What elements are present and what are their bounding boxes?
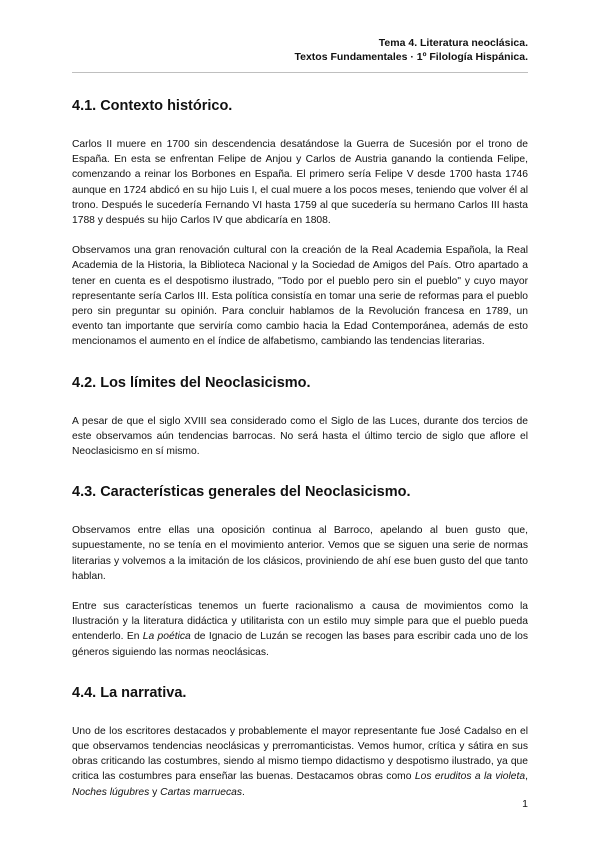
paragraph: Observamos una gran renovación cultural con la creación de la Real Academia Española, la Real Academia de la Historia, la Biblioteca Nacional y la Sociedad de Amigos del País. Otro apartado a tener en cuenta es el despotismo ilustrado, "Todo por el pueblo pero sin el pueblo" y cuyo mayor representante sería Carlos III. Esta política consistía en tomar una serie de reformas para el pueblo pero sin preguntar su opinión. Para concluir hablamos de la Revolución francesa en 1789, un evento tan importante que serviría como cambio hacia la Edad Contemporánea, además de esto mencionamos el aumento en el índice de alfabetismo, cambiando las tendencias literarias.: [72, 245, 528, 348]
section-heading: 4.2. Los límites del Neoclasicismo.: [72, 374, 311, 391]
header-topic: Tema 4. Literatura neoclásica.: [378, 37, 528, 49]
work-title: Cartas marruecas: [160, 786, 242, 798]
section-heading: 4.4. La narrativa.: [72, 684, 187, 701]
text-run: .: [241, 786, 245, 798]
paragraph: [72, 724, 528, 800]
text-run: Entre sus características tenemos un fuerte racionalismo a causa de movimientos como la Ilustración y la literatura didáctica y utilitarista con un estilo muy simple para que el pueblo pueda entenderlo. En: [72, 601, 528, 643]
work-title: Los eruditos a la violeta: [414, 771, 526, 783]
paragraph: A pesar de que el siglo XVIII sea considerado como el Siglo de las Luces, durante dos tercios de este observamos aún tendencias barrocas. No será hasta el último tercio de siglo que aflore el Neoclasicismo en sí mismo.: [72, 415, 528, 458]
section-limites-neoclasicismo: [72, 374, 528, 460]
paragraph: [72, 599, 528, 660]
section-heading: 4.3. Características generales del Neoclasicismo.: [72, 484, 411, 501]
section-heading: 4.1. Contexto histórico.: [72, 98, 233, 114]
paragraph: Observamos entre ellas una oposición continua al Barroco, apelando al buen gusto que, supuestamente, no se tenía en el movimiento anterior. Vemos que se siguen una serie de normas literarias y volvemos a la imitación de los clásicos, proviniendo de ahí ese buen gusto del que tanto hablan.: [72, 525, 528, 582]
work-title: La poética: [142, 631, 191, 643]
running-header: [294, 36, 528, 64]
text-run: Uno de los escritores destacados y probablemente el mayor representante fue José Cadalso en el que observamos tendencias neoclásicas y prerromanticistas. Vemos humor, crítica y sátira en sus obras criticando las costumbres, siendo al mismo tiempo didactismo y despotismo ilustrado, ya que critica las costumbres para enseñar las buenas. Destacamos obras como: [72, 725, 528, 783]
header-course: Textos Fundamentales · 1º Filología Hispánica.: [294, 51, 528, 63]
text-run: ,: [525, 771, 528, 783]
text-run: y: [149, 786, 161, 798]
header-rule: [72, 72, 528, 73]
section-contexto-historico: [72, 97, 528, 350]
text-run: de Ignacio de Luzán se recogen las bases para escribir cada uno de los géneros siguiendo las normas neoclásicas.: [72, 631, 529, 658]
section-narrativa: [72, 684, 528, 800]
section-caracteristicas: [72, 483, 528, 660]
page-number: 1: [522, 798, 528, 810]
paragraph: Carlos II muere en 1700 sin descendencia desatándose la Guerra de Sucesión por el trono de España. En esta se enfrentan Felipe de Anjou y Carlos de Austria ganando la contienda Felipe, comenzando a reinar los Borbones en España. El primero sería Felipe V desde 1700 hasta 1746 aunque en 1724 abdicó en su hijo Luis I, el cual muere a los pocos meses, teniendo que volver él al trono. Después le sucedería Fernando VI hasta 1759 al que sucedería su hermano Carlos III hasta 1788 y después su hijo Carlos IV que abdicaría en 1808.: [72, 139, 528, 227]
document-body: [72, 97, 528, 815]
work-title: Noches lúgubres: [72, 786, 150, 798]
